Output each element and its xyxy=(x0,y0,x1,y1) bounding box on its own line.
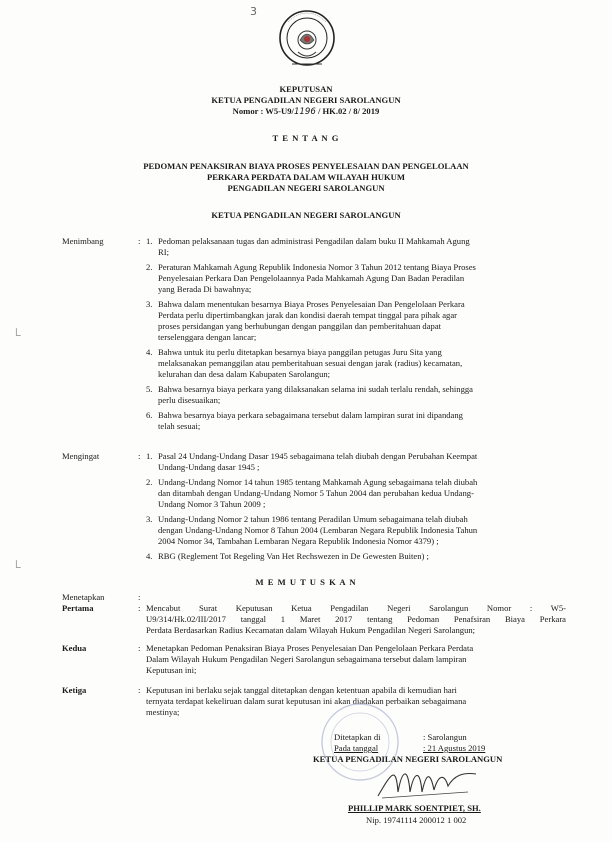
punch-mark: └ xyxy=(12,560,21,574)
handwritten-signature xyxy=(372,762,482,802)
item-line: proses persidangan yang berhubungan dengan panggilan dan pemberitahuan dapat xyxy=(158,321,442,331)
item-line: Bahwa besarnya biaya perkara yang dilaksanakan selama ini sudah terlalu rendah, sehingga xyxy=(158,384,473,394)
kedua-line: Menetapkan Pedoman Penaksiran Biaya Proses Penyelesaian Dan Pengelolaan Perkara Perdata xyxy=(146,643,474,653)
issuing-authority: KETUA PENGADILAN NEGERI SAROLANGUN xyxy=(211,95,401,105)
item-line: Perdata perlu dipertimbangkan jarak dan kondisi daerah tempat tinggal para pihak agar xyxy=(158,310,457,320)
item-text xyxy=(158,477,566,510)
item-line: telah sesuai; xyxy=(158,421,201,431)
place-value: : Sarolangun xyxy=(423,732,467,742)
item-line: Peraturan Mahkamah Agung Republik Indonesia Nomor 3 Tahun 2012 tentang Biaya Proses xyxy=(158,262,476,272)
item-line: melaksanakan pemanggilan atau pemberitahuan sesuai dengan jarak (radius) kecamatan, xyxy=(158,358,463,368)
item-number: 5. xyxy=(146,384,153,394)
handwritten-annotation: 3 xyxy=(250,5,257,18)
pertama-label: Pertama xyxy=(62,603,94,613)
item-line: perlu disesuaikan; xyxy=(158,395,221,405)
ketiga-line: Keputusan ini berlaku sejak tanggal ditetapkan dengan ketentuan apabila di kemudian hari xyxy=(146,685,457,695)
menimbang-colon: : xyxy=(138,236,141,246)
signatory-title: KETUA PENGADILAN NEGERI SAROLANGUN xyxy=(313,754,503,764)
about-heading: T E N T A N G xyxy=(272,133,340,143)
item-line: terselenggara dengan lancar; xyxy=(158,332,257,342)
menetapkan-label: Menetapkan xyxy=(62,592,105,602)
item-line: Pasal 24 Undang-Undang Dasar 1945 sebagaimana telah diubah dengan Perubahan Keempat xyxy=(158,451,478,461)
kedua-label: Kedua xyxy=(62,643,87,653)
signatory-nip: Nip. 19741114 200012 1 002 xyxy=(366,815,467,825)
item-number: 4. xyxy=(146,347,153,357)
item-line: Bahwa untuk itu perlu ditetapkan besarnya biaya panggilan petugas Juru Sita yang xyxy=(158,347,442,357)
item-text xyxy=(158,451,566,473)
subject-line-3: PENGADILAN NEGERI SAROLANGUN xyxy=(227,183,385,193)
item-text xyxy=(158,410,566,432)
pertama-text xyxy=(146,603,566,636)
pertama-line: Mencabut Surat Keputusan Ketua Pengadilan Negeri Sarolangun Nomor : W5- xyxy=(146,603,566,613)
item-line: Bahwa dalam menentukan besarnya Biaya Proses Penyelesaian Dan Pengelolaan Perkara xyxy=(158,299,465,309)
issuer-heading: KETUA PENGADILAN NEGERI SAROLANGUN xyxy=(211,210,401,220)
item-line: 2004 Nomor 34, Tambahan Lembaran Negara Republik Indonesia Nomor 4379) ; xyxy=(158,536,439,546)
pertama-colon: : xyxy=(138,603,141,613)
item-line: Undang Nomor 3 Tahun 2009 ; xyxy=(158,499,266,509)
item-number: 2. xyxy=(146,262,153,272)
kedua-colon: : xyxy=(138,643,141,653)
item-number: 3. xyxy=(146,299,153,309)
item-line: yang Berada Di bawahnya; xyxy=(158,284,252,294)
kedua-line: Dalam Wilayah Hukum Pengadilan Negeri Sarolangun sebagaimana tersebut dalam lampiran xyxy=(146,654,467,664)
mengingat-label: Mengingat xyxy=(62,451,100,461)
pertama-line: U9/314/Hk.02/III/2017 tanggal 1 Maret 2017 tentang Pedoman Penafsiran Biaya Perkara xyxy=(146,614,566,624)
item-text xyxy=(158,236,566,258)
memutuskan-heading: M E M U T U S K A N xyxy=(255,577,357,587)
pertama-line: Perdata Berdasarkan Radius Kecamatan dalam Wilayah Hukum Pengadilan Negeri Sarolangun; xyxy=(146,625,476,635)
item-line: kelurahan dan desa dalam Kabupaten Sarolangun; xyxy=(158,369,331,379)
date-value: : 21 Agustus 2019 xyxy=(423,743,486,753)
subject-line-1: PEDOMAN PENAKSIRAN BIAYA PROSES PENYELESAIAN DAN PENGELOLAAN xyxy=(143,161,469,171)
item-text xyxy=(158,347,566,380)
mengingat-colon: : xyxy=(138,451,141,461)
item-line: RBG (Reglement Tot Regeling Van Het Rechswezen in De Gewesten Buiten) ; xyxy=(158,551,429,561)
document-title: KEPUTUSAN xyxy=(279,84,333,94)
item-number: 6. xyxy=(146,410,153,420)
item-line: Undang-Undang Nomor 2 tahun 1986 tentang Peradilan Umum sebagaimana telah diubah xyxy=(158,514,468,524)
number-handwritten: 1196 xyxy=(293,107,316,117)
ketiga-colon: : xyxy=(138,685,141,695)
number-suffix: / HK.02 / 8/ 2019 xyxy=(315,106,380,116)
court-seal-logo xyxy=(278,4,336,80)
signatory-name: PHILLIP MARK SOENTPIET, SH. xyxy=(348,803,481,813)
number-prefix: Nomor : W5-U9/ xyxy=(232,106,294,116)
item-text xyxy=(158,384,566,406)
subject-line-2: PERKARA PERDATA DALAM WILAYAH HUKUM xyxy=(207,172,405,182)
punch-mark: └ xyxy=(12,328,21,342)
item-text xyxy=(158,299,566,343)
ketiga-line: mestinya; xyxy=(146,707,180,717)
item-line: Bahwa besarnya biaya perkara sebagaimana tersebut dalam lampiran surat ini dipandang xyxy=(158,410,463,420)
menimbang-label: Menimbang xyxy=(62,236,104,246)
item-text xyxy=(158,262,566,295)
item-line: dan ditambah dengan Undang-Undang Nomor 5 Tahun 2004 dan perubahan kedua Undang- xyxy=(158,488,474,498)
date-label: Pada tanggal xyxy=(334,743,379,753)
item-line: RI; xyxy=(158,247,169,257)
ketiga-label: Ketiga xyxy=(62,685,87,695)
item-number: 1. xyxy=(146,236,153,246)
item-line: Penyelesaian Perkara Dan Pengelolaannya Pada Mahkamah Agung Dan Badan Peradilan xyxy=(158,273,465,283)
item-text xyxy=(158,551,566,562)
item-line: dengan Undang-Undang Nomor 8 Tahun 2004 (Lembaran Negara Republik Indonesia Tahun xyxy=(158,525,478,535)
item-number: 3. xyxy=(146,514,153,524)
ketiga-line: ternyata terdapat kekeliruan dalam surat keputusan ini akan diadakan perbaikan sebagaimana xyxy=(146,696,467,706)
item-number: 2. xyxy=(146,477,153,487)
item-number: 4. xyxy=(146,551,153,561)
kedua-text xyxy=(146,643,566,676)
item-line: Undang-Undang dasar 1945 ; xyxy=(158,462,260,472)
kedua-line: Keputusan ini; xyxy=(146,665,197,675)
place-label: Ditetapkan di xyxy=(334,732,381,742)
item-line: Pedoman pelaksanaan tugas dan administrasi Pengadilan dalam buku II Mahkamah Agung xyxy=(158,236,470,246)
menetapkan-colon: : xyxy=(138,592,141,602)
item-line: Undang-Undang Nomor 14 tahun 1985 tentang Mahkamah Agung sebagaimana telah diubah xyxy=(158,477,478,487)
item-number: 1. xyxy=(146,451,153,461)
item-text xyxy=(158,514,566,547)
decree-number xyxy=(0,106,612,118)
